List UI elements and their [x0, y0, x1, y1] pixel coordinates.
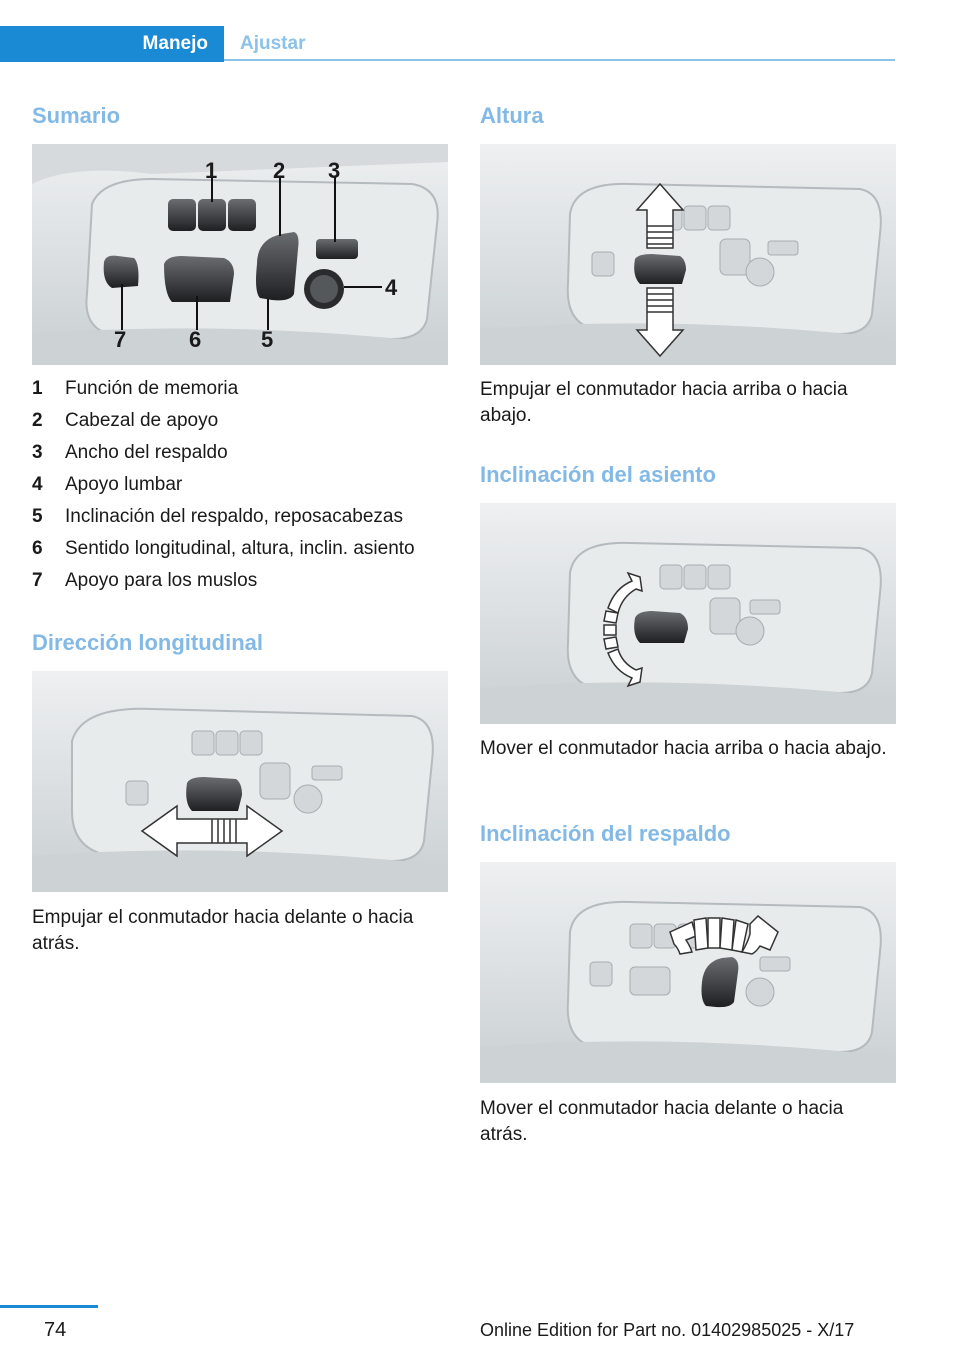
page-number-rule: [0, 1305, 98, 1308]
section-title-altura: Altura: [480, 103, 544, 128]
legend-item: [32, 473, 448, 505]
section-title-inclinacion-respaldo: Inclinación del respaldo: [480, 821, 731, 846]
legend-item: [32, 537, 448, 569]
backrest-tilt-image: [480, 862, 896, 1083]
callout-1: 1: [205, 158, 218, 183]
callout-3: 3: [328, 158, 341, 183]
longitudinal-description: Empujar el conmutador hacia delante o hacia atrás.: [32, 907, 414, 954]
legend-item: [32, 441, 448, 473]
section-title-sumario: Sumario: [32, 103, 121, 128]
legend-number: 7: [32, 570, 43, 591]
section-title-inclinacion-asiento: Inclinación del asiento: [480, 462, 716, 487]
callout-7: 7: [114, 327, 127, 352]
legend-number: 2: [32, 410, 43, 431]
legend-number: 3: [32, 442, 43, 463]
tab-manejo[interactable]: Manejo: [0, 26, 224, 62]
section-title-longitudinal: Dirección longitudinal: [32, 630, 264, 655]
inclinacion-respaldo-description: Mover el conmutador hacia delante o hacia atrás.: [480, 1098, 844, 1145]
seat-height-image: [480, 144, 896, 365]
page-number: 74: [44, 1319, 67, 1341]
legend-text: Inclinación del respaldo, reposacabezas: [65, 506, 403, 527]
legend-number: 1: [32, 378, 43, 399]
edition-footer: Online Edition for Part no. 01402985025 - X/17: [480, 1320, 855, 1340]
callout-4: 4: [385, 275, 398, 300]
callout-2: 2: [273, 158, 286, 183]
legend-text: Sentido longitudinal, altura, inclin. asiento: [65, 538, 415, 559]
header-tab-bar: [0, 26, 895, 62]
tab-ajustar[interactable]: Ajustar: [240, 33, 306, 54]
legend-text: Apoyo lumbar: [65, 474, 183, 495]
legend-text: Apoyo para los muslos: [65, 570, 258, 591]
seat-tilt-image: [480, 503, 896, 724]
callout-6: 6: [189, 327, 202, 352]
callout-5: 5: [261, 327, 274, 352]
legend-item: [32, 409, 448, 441]
altura-description: Empujar el conmutador hacia arriba o hacia abajo.: [480, 379, 848, 426]
legend-item: [32, 377, 448, 409]
legend-number: 4: [32, 474, 43, 495]
legend-text: Función de memoria: [65, 378, 239, 399]
legend-item: [32, 505, 448, 537]
seat-longitudinal-image: [32, 671, 448, 892]
inclinacion-asiento-description: Mover el conmutador hacia arriba o hacia abajo.: [480, 738, 887, 759]
legend-text: Cabezal de apoyo: [65, 410, 219, 431]
header-rule: [224, 59, 895, 61]
legend-text: Ancho del respaldo: [65, 442, 228, 463]
seat-controls-overview-image: [32, 144, 448, 365]
legend-number: 6: [32, 538, 43, 559]
legend-item: [32, 569, 448, 601]
legend-number: 5: [32, 506, 43, 527]
